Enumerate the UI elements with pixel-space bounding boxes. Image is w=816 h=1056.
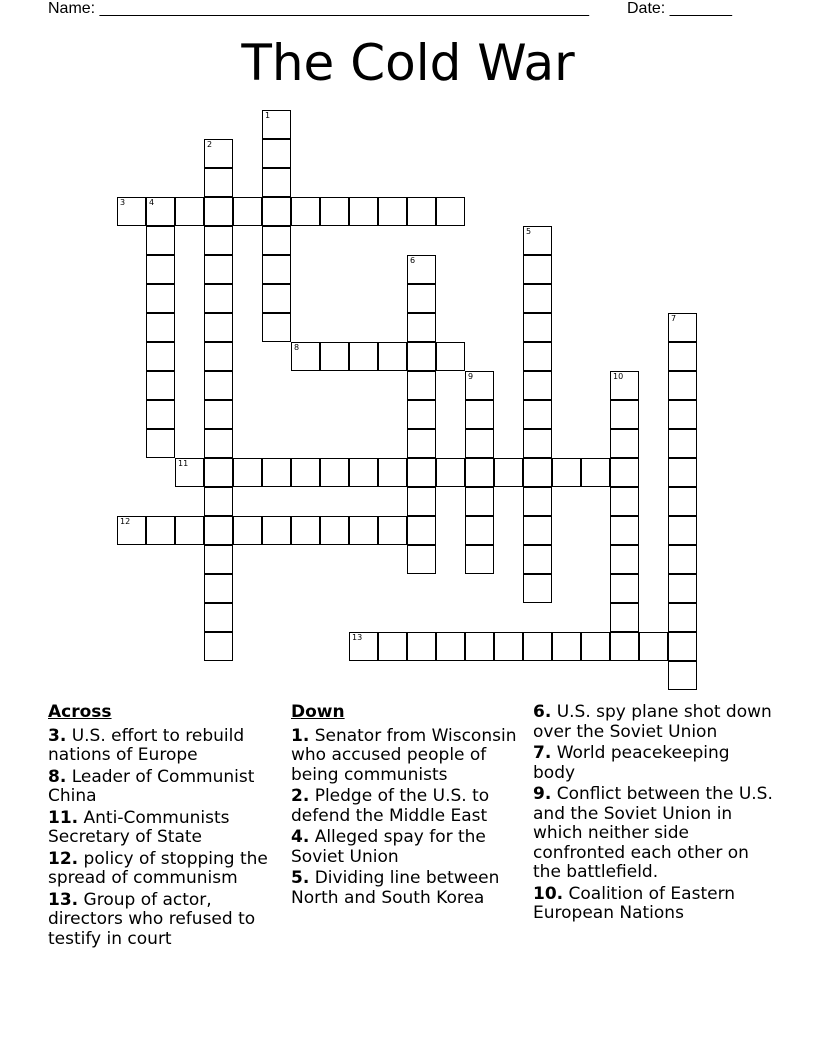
grid-cell[interactable]	[668, 516, 697, 545]
grid-cell[interactable]	[639, 632, 668, 661]
clue-text: Pledge of the U.S. to defend the Middle East	[291, 786, 490, 826]
grid-cell[interactable]	[465, 516, 494, 545]
grid-cell[interactable]	[378, 458, 407, 487]
grid-cell[interactable]	[668, 661, 697, 690]
grid-cell[interactable]	[320, 516, 349, 545]
grid-cell[interactable]	[262, 255, 291, 284]
clue-text: Leader of Communist China	[48, 766, 255, 806]
grid-cell[interactable]	[523, 458, 552, 487]
grid-cell[interactable]	[233, 197, 262, 226]
grid-cell[interactable]	[407, 197, 436, 226]
grid-cell[interactable]	[117, 516, 146, 545]
grid-cell[interactable]	[204, 284, 233, 313]
grid-cell[interactable]	[175, 197, 204, 226]
grid-cell[interactable]	[407, 400, 436, 429]
grid-cell[interactable]	[146, 284, 175, 313]
grid-cell[interactable]	[668, 371, 697, 400]
clue-text: U.S. effort to rebuild nations of Europe	[48, 725, 245, 765]
grid-cell[interactable]	[146, 226, 175, 255]
grid-cell[interactable]	[146, 313, 175, 342]
grid-cell[interactable]	[465, 458, 494, 487]
grid-cell[interactable]	[436, 632, 465, 661]
grid-cell[interactable]	[146, 371, 175, 400]
cell-number: 6	[410, 256, 416, 265]
grid-cell[interactable]	[668, 313, 697, 342]
clue-down-7	[533, 744, 773, 783]
clue-number: 8.	[48, 766, 67, 787]
grid-cell[interactable]	[378, 632, 407, 661]
grid-cell[interactable]	[668, 342, 697, 371]
clue-down-6	[533, 703, 773, 742]
grid-cell[interactable]	[349, 632, 378, 661]
grid-cell[interactable]	[610, 429, 639, 458]
grid-cell[interactable]	[204, 168, 233, 197]
clue-text: Alleged spay for the Soviet Union	[291, 827, 486, 867]
clue-number: 3.	[48, 725, 67, 746]
grid-cell[interactable]	[668, 603, 697, 632]
grid-cell[interactable]	[523, 574, 552, 603]
cell-number: 11	[178, 459, 189, 468]
grid-cell[interactable]	[668, 400, 697, 429]
grid-cell[interactable]	[494, 458, 523, 487]
grid-cell[interactable]	[204, 139, 233, 168]
cell-number: 7	[671, 314, 677, 323]
grid-cell[interactable]	[610, 371, 639, 400]
across-heading: Across	[48, 702, 112, 722]
cell-number: 9	[468, 372, 474, 381]
puzzle-title: The Cold War	[241, 34, 575, 92]
grid-cell[interactable]	[407, 284, 436, 313]
clue-number: 1.	[291, 725, 310, 746]
grid-cell[interactable]	[233, 458, 262, 487]
grid-cell[interactable]	[204, 429, 233, 458]
grid-cell[interactable]	[262, 226, 291, 255]
grid-cell[interactable]	[523, 516, 552, 545]
grid-cell[interactable]	[610, 516, 639, 545]
grid-cell[interactable]	[233, 516, 262, 545]
grid-cell[interactable]	[262, 197, 291, 226]
grid-cell[interactable]	[204, 574, 233, 603]
grid-cell[interactable]	[668, 429, 697, 458]
grid-cell[interactable]	[262, 284, 291, 313]
grid-cell[interactable]	[204, 255, 233, 284]
grid-cell[interactable]	[610, 603, 639, 632]
grid-cell[interactable]	[349, 458, 378, 487]
grid-cell[interactable]	[668, 574, 697, 603]
grid-cell[interactable]	[262, 139, 291, 168]
grid-cell[interactable]	[523, 342, 552, 371]
down-clues-column-continued	[533, 703, 773, 926]
grid-cell[interactable]	[407, 487, 436, 516]
grid-cell[interactable]	[436, 342, 465, 371]
grid-cell[interactable]	[610, 487, 639, 516]
grid-cell[interactable]	[378, 516, 407, 545]
clue-down-9	[533, 785, 773, 883]
grid-cell[interactable]	[262, 110, 291, 139]
grid-cell[interactable]	[320, 197, 349, 226]
cell-number: 5	[526, 227, 532, 236]
grid-cell[interactable]	[146, 197, 175, 226]
clue-text: Dividing line between North and South Korea	[291, 868, 500, 908]
grid-cell[interactable]	[610, 400, 639, 429]
grid-cell[interactable]	[610, 545, 639, 574]
grid-cell[interactable]	[204, 313, 233, 342]
grid-cell[interactable]	[523, 632, 552, 661]
grid-cell[interactable]	[436, 458, 465, 487]
grid-cell[interactable]	[204, 400, 233, 429]
clue-number: 5.	[291, 868, 310, 888]
clue-down-10	[533, 885, 773, 924]
grid-cell[interactable]	[610, 632, 639, 661]
grid-cell[interactable]	[668, 632, 697, 661]
clue-number: 11.	[48, 807, 79, 828]
grid-cell[interactable]	[378, 342, 407, 371]
grid-cell[interactable]	[204, 516, 233, 545]
grid-cell[interactable]	[291, 516, 320, 545]
grid-cell[interactable]	[146, 516, 175, 545]
grid-cell[interactable]	[349, 342, 378, 371]
clue-number: 9.	[533, 784, 552, 804]
across-clues-column	[48, 703, 284, 951]
clue-text: Conflict between the U.S. and the Soviet Union in which neither side confronted each other on the battlefield.	[533, 784, 773, 882]
grid-cell[interactable]	[465, 545, 494, 574]
grid-cell[interactable]	[465, 400, 494, 429]
grid-cell[interactable]	[262, 168, 291, 197]
grid-cell[interactable]	[465, 429, 494, 458]
clue-number: 12.	[48, 848, 79, 869]
grid-cell[interactable]	[204, 545, 233, 574]
clue-across-8	[48, 768, 284, 807]
down-heading: Down	[291, 702, 345, 722]
clue-number: 7.	[533, 743, 552, 763]
grid-cell[interactable]	[407, 429, 436, 458]
grid-cell[interactable]	[436, 197, 465, 226]
clue-across-12	[48, 850, 284, 889]
clue-text: U.S. spy plane shot down over the Soviet Union	[533, 702, 772, 742]
clue-number: 4.	[291, 827, 310, 847]
grid-cell[interactable]	[320, 458, 349, 487]
grid-cell[interactable]	[204, 197, 233, 226]
cell-number: 8	[294, 343, 300, 352]
grid-cell[interactable]	[523, 313, 552, 342]
clue-text: Anti-Communists Secretary of State	[48, 807, 230, 847]
clue-down-5	[291, 869, 527, 908]
clue-across-3	[48, 727, 284, 766]
grid-cell[interactable]	[204, 226, 233, 255]
cell-number: 3	[120, 198, 126, 207]
grid-cell[interactable]	[407, 516, 436, 545]
grid-cell[interactable]	[523, 400, 552, 429]
grid-cell[interactable]	[523, 545, 552, 574]
grid-cell[interactable]	[291, 197, 320, 226]
grid-cell[interactable]	[291, 458, 320, 487]
grid-cell[interactable]	[117, 197, 146, 226]
clue-text: Senator from Wisconsin who accused people of being communists	[291, 725, 517, 785]
grid-cell[interactable]	[175, 516, 204, 545]
clue-text: World peacekeeping body	[533, 743, 730, 783]
grid-cell[interactable]	[668, 545, 697, 574]
grid-cell[interactable]	[523, 487, 552, 516]
grid-cell[interactable]	[262, 516, 291, 545]
grid-cell[interactable]	[146, 429, 175, 458]
grid-cell[interactable]	[610, 574, 639, 603]
clue-number: 10.	[533, 883, 564, 904]
grid-cell[interactable]	[407, 545, 436, 574]
grid-cell[interactable]	[204, 632, 233, 661]
grid-cell[interactable]	[204, 487, 233, 516]
grid-cell[interactable]	[581, 458, 610, 487]
clue-text: policy of stopping the spread of communism	[48, 848, 268, 888]
grid-cell[interactable]	[668, 487, 697, 516]
cell-number: 10	[613, 372, 624, 381]
cell-number: 12	[120, 517, 131, 526]
grid-cell[interactable]	[204, 371, 233, 400]
grid-cell[interactable]	[552, 458, 581, 487]
grid-cell[interactable]	[668, 458, 697, 487]
grid-cell[interactable]	[407, 458, 436, 487]
clue-text: Group of actor, directors who refused to testify in court	[48, 889, 256, 949]
cell-number: 4	[149, 198, 155, 207]
grid-cell[interactable]	[291, 342, 320, 371]
grid-cell[interactable]	[349, 197, 378, 226]
clue-number: 6.	[533, 702, 552, 722]
grid-cell[interactable]	[262, 313, 291, 342]
clue-number: 13.	[48, 889, 79, 910]
grid-cell[interactable]	[407, 371, 436, 400]
grid-cell[interactable]	[523, 226, 552, 255]
cell-number: 1	[265, 111, 271, 120]
grid-cell[interactable]	[523, 255, 552, 284]
grid-cell[interactable]	[407, 313, 436, 342]
grid-cell[interactable]	[407, 632, 436, 661]
grid-cell[interactable]	[581, 632, 610, 661]
name-field-line: Name: _______________________________________________________	[48, 0, 589, 17]
grid-cell[interactable]	[204, 603, 233, 632]
grid-cell[interactable]	[378, 197, 407, 226]
grid-cell[interactable]	[146, 400, 175, 429]
clue-text: Coalition of Eastern European Nations	[533, 883, 736, 923]
clue-across-11	[48, 809, 284, 848]
grid-cell[interactable]	[146, 255, 175, 284]
grid-cell[interactable]	[320, 342, 349, 371]
grid-cell[interactable]	[465, 371, 494, 400]
cell-number: 2	[207, 140, 213, 149]
grid-cell[interactable]	[175, 458, 204, 487]
down-clues-column	[291, 703, 527, 910]
grid-cell[interactable]	[523, 429, 552, 458]
grid-cell[interactable]	[523, 284, 552, 313]
grid-cell[interactable]	[146, 342, 175, 371]
clue-number: 2.	[291, 786, 310, 806]
grid-cell[interactable]	[523, 371, 552, 400]
date-field-line: Date: _______	[627, 0, 732, 17]
clue-across-13	[48, 891, 284, 950]
clue-down-4	[291, 828, 527, 867]
grid-cell[interactable]	[204, 458, 233, 487]
clue-down-2	[291, 787, 527, 826]
grid-cell[interactable]	[349, 516, 378, 545]
grid-cell[interactable]	[407, 255, 436, 284]
grid-cell[interactable]	[262, 458, 291, 487]
grid-cell[interactable]	[552, 632, 581, 661]
cell-number: 13	[352, 633, 363, 642]
grid-cell[interactable]	[465, 487, 494, 516]
grid-cell[interactable]	[407, 342, 436, 371]
grid-cell[interactable]	[494, 632, 523, 661]
grid-cell[interactable]	[610, 458, 639, 487]
grid-cell[interactable]	[204, 342, 233, 371]
clue-down-1	[291, 727, 527, 786]
grid-cell[interactable]	[465, 632, 494, 661]
